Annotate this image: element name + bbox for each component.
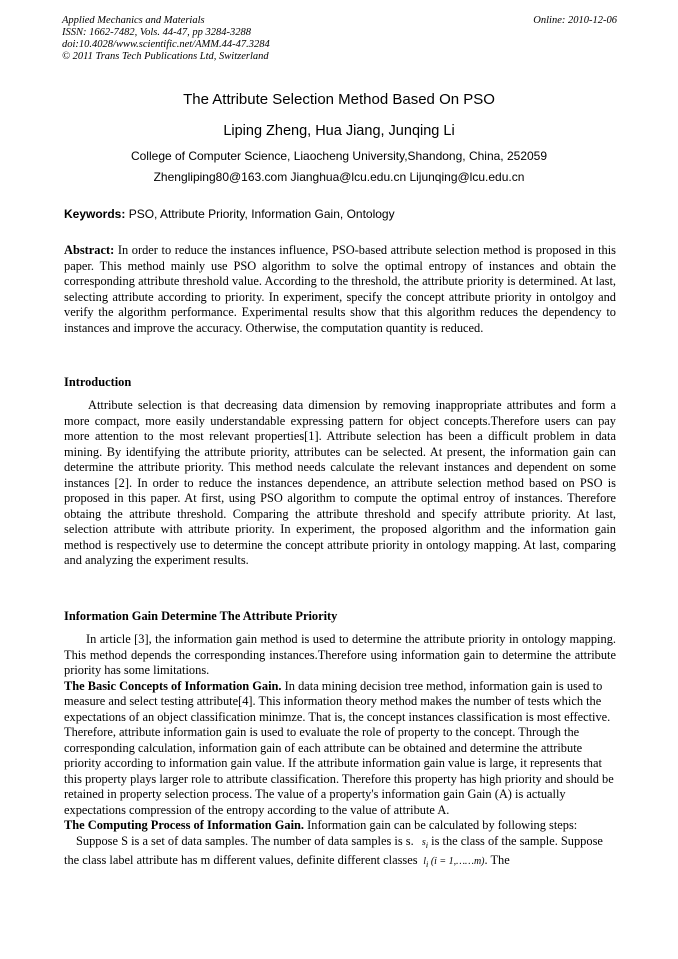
samples-text-c: . The [484,853,510,867]
samples-text-a: Suppose S is a set of data samples. The number of data samples is s. [76,833,414,848]
keywords [64,207,616,221]
information-gain-section [64,632,616,873]
abstract [64,243,616,336]
abstract-label: Abstract: [64,243,115,257]
keywords-text: PSO, Attribute Priority, Information Gain, Ontology [128,207,395,221]
journal-header [62,15,617,63]
online-date: Online: 2010-12-06 [533,15,617,26]
keywords-label: Keywords: [64,207,126,221]
doi-line: doi:10.4028/www.scientific.net/AMM.44-47.3284 [62,39,270,50]
paper-title: The Attribute Selection Method Based On PSO [183,91,495,108]
issn-line: ISSN: 1662-7482, Vols. 44-47, pp 3284-3288 [62,27,251,38]
information-gain-heading: Information Gain Determine The Attribute Priority [64,609,338,623]
abstract-text: In order to reduce the instances influence, PSO-based attribute selection method is proposed in this paper. This method mainly use PSO algorithm to solve the optimal entropy of instances and obtain the corresponding attribute threshold value. According to the threshold, the attribute priority is determined. At last, selecting attribute according to priority. In experiment, specify the concept attribute priority in ontolgoy and verify the algorithm performance. Experimental results show that this algorithm reduces the dependency to instances and improve the accuracy. Otherwise, the computation quantity is reduced. [64,243,616,335]
basic-concepts-text: In data mining decision tree method, information gain is used to measure and select testing attribute[4]. This information theory method makes the number of tests which the expectations of an object classification minimze. That is, the concept instances classification is most effective. Therefore, attribute information gain is used to evaluate the role of property to the concept. Through the corresponding calculation, information gain of each attribute can be obtained and determine the attribute priority according to information gain value. If the attribute information gain value is large, it represents that this property plays larger role to attribute classification. Therefore this property has high priority and should be retained in property selection process. The value of a property's information gain Gain (A) is actually expectations compression of the entropy according to the value of attribute A. [64,678,614,817]
introduction-heading: Introduction [64,375,132,389]
basic-concepts-paragraph [64,679,616,819]
author-emails: Zhengliping80@163.com Jianghua@lcu.edu.cn Lijunqing@lcu.edu.cn [153,170,525,184]
author-affiliation: College of Computer Science, Liaocheng University,Shandong, China, 252059 [130,149,548,163]
introduction-paragraph: Attribute selection is that decreasing data dimension by removing inappropriate attributes and form a more compact, more easily understandable expressing pattern for object concepts.Therefore users can pay more attention to the most relevant properties[1]. Attribute selection has been a difficult problem in data mining. By identifying the attribute priority, attributes can be selected. At present, the information gain can determine the attribute priority. This method needs calculate the relevant instances and dependent on some instances [2]. In order to reduce the instances dependence, an attribute selection method based on PSO is proposed in this paper. At first, using PSO algorithm to compute the optimal entroy of instances. Therefore obtaing the attribute threshold. Comparing the attribute threshold and specify attribute priority. At last, selection attribute with attribute priority. In experiment, the proposed algorithm and the information gain method is respectively use to determine the concept attribute priority in ontology mapping. At last, comparing and analyzing the experiment results. [64,398,616,567]
paper-authors: Liping Zheng, Hua Jiang, Junqing Li [223,123,455,139]
math-l-i-range: $l_i$ (i = 1,……m) [423,856,485,869]
samples-text-b: is the class of the sample. Suppose the class label attribute has m different values, definite different classes [64,833,603,867]
computing-process-paragraph [64,818,616,834]
math-s-i: $s_i$ [421,836,429,850]
basic-concepts-label: The Basic Concepts of Information Gain. [64,678,282,693]
computing-process-label: The Computing Process of Information Gain. [64,818,305,832]
information-gain-paragraph-1: In article [3], the information gain method is used to determine the attribute priority in ontology mapping. This method depends the corresponding instances.Therefore using information gain to determine the attribute priority has some limitations. [64,632,616,677]
computing-process-text: Information gain can be calculated by following steps: [307,818,578,832]
journal-name: Applied Mechanics and Materials [62,15,205,26]
samples-paragraph [64,834,616,873]
copyright-line: © 2011 Trans Tech Publications Ltd, Switzerland [62,51,269,62]
